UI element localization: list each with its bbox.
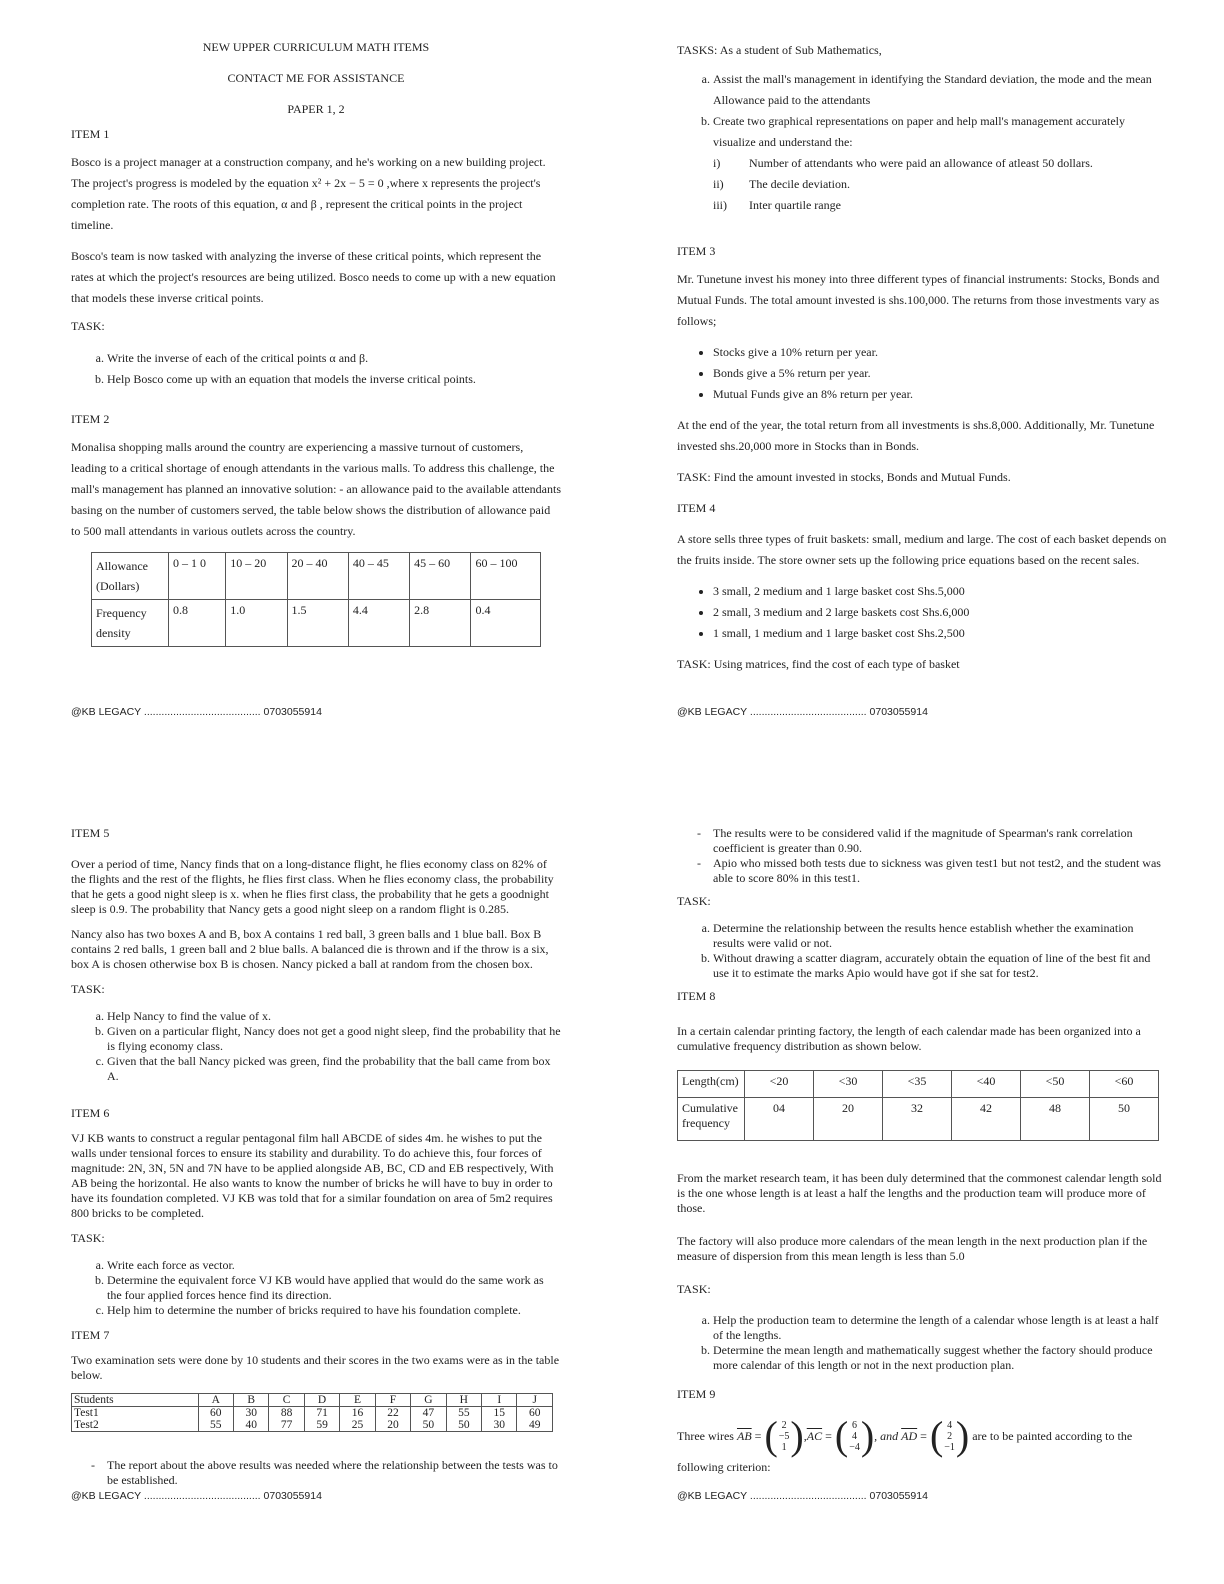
vector-ad	[929, 1413, 970, 1458]
table-cell: 15	[482, 1407, 517, 1420]
table-cell: 55	[446, 1407, 481, 1420]
item-9-title: ITEM 9	[677, 1387, 716, 1401]
item-5-para-2: Nancy also has two boxes A and B, box A contains 1 red ball, 3 green balls and 1 blue ball. Box B contains 2 red balls, 1 green ball and 2 blue balls. A balanced die is thrown and if the throw is a six, box A is chosen otherwise box B is chosen. Nancy picked a ball at random from the chosen box.	[71, 927, 549, 971]
right-paren: )	[860, 1413, 875, 1458]
item-7-notes-continued	[677, 826, 1167, 886]
table-cell: 30	[233, 1407, 268, 1420]
item-7-task-b: b. Without drawing a scatter diagram, accurately obtain the equation of line of the best fit and use it to estimate the marks Apio would have got if she sat for test2.	[713, 951, 1167, 981]
page-4	[677, 826, 1167, 1485]
item-6-title: ITEM 6	[71, 1106, 110, 1120]
table-cell: Students	[72, 1394, 199, 1407]
table-cell: 49	[517, 1419, 553, 1432]
list-item: - The report about the above results was needed where the relationship between the tests was to be established.	[107, 1458, 561, 1488]
right-paren: )	[955, 1413, 970, 1458]
item-2-task-a: a. Assist the mall's management in identifying the Standard deviation, the mode and the mean Allowance paid to the attendants	[713, 69, 1167, 111]
item-9-and: , and	[874, 1428, 899, 1443]
vector-entry: 2	[781, 1419, 787, 1431]
vector-entry: 1	[781, 1441, 787, 1453]
table-cell: 0 – 1 0	[169, 553, 226, 600]
item-1-task-list	[71, 348, 561, 390]
table-row	[72, 1407, 553, 1420]
item-3-bullets	[677, 342, 1167, 405]
item-5-task-b: b. Given on a particular flight, Nancy does not get a good night sleep, find the probability that he is flying economy class.	[107, 1024, 561, 1054]
page-3	[71, 826, 561, 1498]
table-cell: Length(cm)	[678, 1071, 745, 1098]
subtask-number: ii)	[713, 177, 724, 191]
item-3-task: TASK: Find the amount invested in stocks, Bonds and Mutual Funds.	[677, 470, 1011, 484]
item-5-title: ITEM 5	[71, 826, 110, 840]
vector-entry: −5	[778, 1430, 790, 1442]
table-cell: H	[446, 1394, 481, 1407]
vector-entry: −1	[944, 1441, 955, 1453]
item-9-text-pre: Three wires	[677, 1428, 734, 1443]
header-line-1: NEW UPPER CURRICULUM MATH ITEMS	[202, 40, 430, 54]
vector-column	[943, 1420, 956, 1453]
item-8-title: ITEM 8	[677, 989, 716, 1003]
table-cell: <35	[883, 1071, 952, 1098]
list-item: - The results were to be considered valid if the magnitude of Spearman's rank correlation coefficient is greater than 0.90.	[713, 826, 1167, 856]
list-item: • 2 small, 3 medium and 2 large baskets cost Shs.6,000	[713, 602, 1167, 623]
table-cell: F	[375, 1394, 410, 1407]
item-5-task-label: TASK:	[71, 982, 105, 996]
table-cell: 42	[952, 1098, 1021, 1141]
vector-column	[848, 1420, 861, 1453]
subtask-text: The decile deviation.	[749, 177, 850, 191]
item-2-subtask-list	[677, 153, 1167, 216]
vector-ab	[764, 1413, 804, 1458]
vector-entry: −4	[849, 1441, 860, 1453]
vector-column	[778, 1420, 791, 1453]
item-6-para-1: VJ KB wants to construct a regular pentagonal film hall ABCDE of sides 4m. he wishes to put the walls under tensional forces to ensure its stability and durability. To do achieve this, four forces of magnitude: 2N, 3N, 5N and 7N have to be applied alongside AB, BC, CD and EB respectively, With AB being the horizontal. He also wants to know the number of bricks he will have to buy in order to have its foundation completed. VJ KB was told that for a similar foundation on area of 5m2 requires 800 bricks to be completed.	[71, 1131, 554, 1220]
item-7-para-1: Two examination sets were done by 10 students and their scores in the two exams were as in the table below.	[71, 1353, 560, 1382]
subtask-number: i)	[713, 156, 721, 170]
item-3-para-1: Mr. Tunetune invest his money into three different types of financial instruments: Stocks, Bonds and Mutual Funds. The total amount invested is shs.100,000. The returns from those investments vary as follows;	[677, 272, 1160, 328]
vector-ad-label: $\overline{AD}$	[901, 1428, 918, 1443]
exam-scores-table	[71, 1393, 553, 1432]
table-cell: 45 – 60	[410, 553, 471, 600]
right-paren: )	[790, 1413, 804, 1458]
item-6-task-c: c. Help him to determine the number of bricks required to have his foundation complete.	[107, 1303, 561, 1318]
item-6-task-label: TASK:	[71, 1231, 105, 1245]
tasks-heading: TASKS: As a student of Sub Mathematics,	[677, 43, 882, 57]
table-cell: 1.0	[226, 600, 287, 647]
table-cell: D	[304, 1394, 339, 1407]
vector-ab-label: $\overline{AB}$	[736, 1428, 752, 1443]
list-item: • 3 small, 2 medium and 1 large basket cost Shs.5,000	[713, 581, 1167, 602]
item-9-text-post: are to be painted according to the	[972, 1428, 1133, 1443]
item-5-task-a: a. Help Nancy to find the value of x.	[107, 1009, 561, 1024]
table-cell: 30	[482, 1419, 517, 1432]
item-1-task-b: b. Help Bosco come up with an equation that models the inverse critical points.	[107, 369, 561, 390]
item-4-task: TASK: Using matrices, find the cost of each type of basket	[677, 657, 960, 671]
table-cell: 71	[304, 1407, 339, 1420]
footer-page-4: @KB LEGACY ........................................ 0703055914	[677, 1490, 928, 1502]
item-5-task-c: c. Given that the ball Nancy picked was green, find the probability that the ball came from box A.	[107, 1054, 561, 1084]
table-cell: 22	[375, 1407, 410, 1420]
subtask-ii	[713, 174, 1167, 195]
table-cell: 77	[269, 1419, 304, 1432]
item-2-title: ITEM 2	[71, 412, 110, 426]
subtask-i	[713, 153, 1167, 174]
item-2-task-b: b. Create two graphical representations on paper and help mall's management accurately visualize and understand the:	[713, 111, 1167, 153]
table-cell: <30	[814, 1071, 883, 1098]
table-cell: 2.8	[410, 600, 471, 647]
table-cell: Test1	[72, 1407, 199, 1420]
table-cell: 16	[340, 1407, 375, 1420]
vector-entry: 4	[947, 1419, 953, 1431]
item-2-task-list	[677, 69, 1167, 153]
footer-page-2: @KB LEGACY ........................................ 0703055914	[677, 706, 928, 718]
table-cell: 47	[411, 1407, 446, 1420]
item-8-para-1: In a certain calendar printing factory, the length of each calendar made has been organized into a cumulative frequency distribution as shown below.	[677, 1024, 1141, 1053]
item-8-para-2: From the market research team, it has been duly determined that the commonest calendar length sold is the one whose length is at least a half the lengths and the production team will produce more of those.	[677, 1171, 1162, 1215]
table-cell: 50	[411, 1419, 446, 1432]
list-item: • Mutual Funds give an 8% return per year.	[713, 384, 1167, 405]
table-cell: 0.4	[471, 600, 541, 647]
table-cell: E	[340, 1394, 375, 1407]
list-item: • Bonds give a 5% return per year.	[713, 363, 1167, 384]
item-1-title: ITEM 1	[71, 127, 110, 141]
table-cell: 4.4	[348, 600, 409, 647]
header-line-2: CONTACT ME FOR ASSISTANCE	[227, 71, 405, 85]
item-9-vectors-line: Three wires $\overline{AB}$ = ( 2 −5 1 ) , $\overline{AC}$ = ( 6 4 −4 ) , and $\overline{AD}$ = ( 4 2 −1 ) are to be painted according to the	[677, 1413, 1133, 1458]
subtask-text: Inter quartile range	[749, 198, 841, 212]
item-4-title: ITEM 4	[677, 501, 716, 515]
table-cell: 10 – 20	[226, 553, 287, 600]
item-8-task-a: a. Help the production team to determine the length of a calendar whose length is at least a half of the lengths.	[713, 1313, 1167, 1343]
list-item: • 1 small, 1 medium and 1 large basket cost Shs.2,500	[713, 623, 1167, 644]
table-cell: A	[198, 1394, 233, 1407]
table-row	[92, 553, 541, 600]
item-6-task-list	[71, 1258, 561, 1318]
table-cell: 0.8	[169, 600, 226, 647]
table-row	[72, 1419, 553, 1432]
item-4-para-1: A store sells three types of fruit baskets: small, medium and large. The cost of each basket depends on the fruits inside. The store owner sets up the following price equations based on the recent sales.	[677, 532, 1167, 567]
item-3-title: ITEM 3	[677, 244, 716, 258]
table-cell: 59	[304, 1419, 339, 1432]
table-cell: <40	[952, 1071, 1021, 1098]
item-8-para-3: The factory will also produce more calendars of the mean length in the next production plan if the measure of dispersion from this mean length is less than 5.0	[677, 1234, 1148, 1263]
table-cell: 88	[269, 1407, 304, 1420]
item-1-task-label: TASK:	[71, 319, 105, 333]
item-8-task-list	[677, 1313, 1167, 1373]
table-cell: 60	[517, 1407, 553, 1420]
table-cell: B	[233, 1394, 268, 1407]
table-cell: 20	[375, 1419, 410, 1432]
item-4-bullets	[677, 581, 1167, 644]
table-cell: 25	[340, 1419, 375, 1432]
table-cell: <20	[745, 1071, 814, 1098]
table-cell: J	[517, 1394, 553, 1407]
item-7-notes	[71, 1458, 561, 1488]
table-cell: 60	[198, 1407, 233, 1420]
item-5-para-1: Over a period of time, Nancy finds that on a long-distance flight, he flies economy class on 82% of the flights and the rest of the flights, he flies first class. When he flies economy class, the probability that he gets a good night sleep is x. when he flies first class, the probability that he gets a goodnight sleep is 0.9. The probability that Nancy gets a good night sleep on a random flight is 0.285.	[71, 857, 554, 916]
table-cell: 50	[1090, 1098, 1159, 1141]
table-cell: 04	[745, 1098, 814, 1141]
table-cell: 40 – 45	[348, 553, 409, 600]
left-paren: (	[764, 1413, 778, 1458]
item-6-task-a: a. Write each force as vector.	[107, 1258, 561, 1273]
table-cell: 20 – 40	[287, 553, 348, 600]
left-paren: (	[929, 1413, 944, 1458]
subtask-text: Number of attendants who were paid an allowance of atleast 50 dollars.	[749, 156, 1093, 170]
table-cell: <60	[1090, 1071, 1159, 1098]
table-cell: Allowance (Dollars)	[92, 553, 169, 600]
vector-entry: 2	[947, 1430, 953, 1442]
table-cell: <50	[1021, 1071, 1090, 1098]
table-row	[678, 1098, 1159, 1141]
table-cell: Frequency density	[92, 600, 169, 647]
table-cell: 20	[814, 1098, 883, 1141]
item-7-task-list	[677, 921, 1167, 981]
item-1-para-2: Bosco's team is now tasked with analyzing the inverse of these critical points, which represent the rates at which the project's resources are being utilized. Bosco needs to come up with a new equation that models these inverse critical points.	[71, 249, 556, 305]
table-cell: G	[411, 1394, 446, 1407]
table-cell: 50	[446, 1419, 481, 1432]
page-1	[71, 40, 561, 647]
item-7-title: ITEM 7	[71, 1328, 110, 1342]
item-5-task-list	[71, 1009, 561, 1084]
table-cell: C	[269, 1394, 304, 1407]
vector-ac-label: $\overline{AC}$	[806, 1428, 823, 1443]
item-1-task-a: a. Write the inverse of each of the critical points α and β.	[107, 348, 561, 369]
table-cell: I	[482, 1394, 517, 1407]
subtask-iii	[713, 195, 1167, 216]
subtask-number: iii)	[713, 198, 727, 212]
table-cell: 48	[1021, 1098, 1090, 1141]
item-8-task-label: TASK:	[677, 1282, 711, 1296]
footer-page-3: @KB LEGACY ........................................ 0703055914	[71, 1490, 322, 1502]
list-item: • Stocks give a 10% return per year.	[713, 342, 1167, 363]
item-9-text-post-2: following criterion:	[677, 1460, 771, 1474]
item-3-para-2: At the end of the year, the total return from all investments is shs.8,000. Additionally, Mr. Tunetune invested shs.20,000 more in Stocks than in Bonds.	[677, 418, 1155, 453]
item-7-task-a: a. Determine the relationship between the results hence establish whether the examination results were valid or not.	[713, 921, 1167, 951]
vector-entry: 4	[852, 1430, 857, 1442]
item-1-para-1: Bosco is a project manager at a construction company, and he's working on a new building project. The project's progress is modeled by the equation x² + 2x − 5 = 0 ,where x represents the project's completion rate. The roots of this equation, α and β , represent the critical points in the project timeline.	[71, 155, 546, 232]
table-row	[678, 1071, 1159, 1098]
header-line-3: PAPER 1, 2	[287, 102, 345, 116]
footer-page-1: @KB LEGACY ........................................ 0703055914	[71, 706, 322, 718]
allowance-table	[91, 552, 541, 647]
list-item: - Apio who missed both tests due to sickness was given test1 but not test2, and the student was able to score 80% in this test1.	[713, 856, 1167, 886]
table-cell: 55	[198, 1419, 233, 1432]
table-cell: 1.5	[287, 600, 348, 647]
page-2	[677, 40, 1167, 685]
table-cell: 60 – 100	[471, 553, 541, 600]
table-cell: Cumulative frequency	[678, 1098, 745, 1141]
item-6-task-b: b. Determine the equivalent force VJ KB would have applied that would do the same work as the four applied forces hence find its direction.	[107, 1273, 561, 1303]
item-2-para-1: Monalisa shopping malls around the country are experiencing a massive turnout of customers, leading to a critical shortage of enough attendants in the various malls. To address this challenge, the mall's management has planned an innovative solution: - an allowance paid to the available attendants basing on the number of customers served, the table below shows the distribution of allowance paid to 500 mall attendants in various outlets across the country.	[71, 440, 562, 538]
table-cell: 32	[883, 1098, 952, 1141]
calendar-length-table	[677, 1070, 1159, 1141]
table-row	[92, 600, 541, 647]
left-paren: (	[834, 1413, 849, 1458]
vector-ac	[834, 1413, 875, 1458]
table-cell: Test2	[72, 1419, 199, 1432]
item-7-task-label: TASK:	[677, 894, 711, 908]
table-cell: 40	[233, 1419, 268, 1432]
vector-entry: 6	[852, 1419, 857, 1431]
table-row	[72, 1394, 553, 1407]
item-8-task-b: b. Determine the mean length and mathematically suggest whether the factory should produce more calendar of this length or not in the next production plan.	[713, 1343, 1167, 1373]
